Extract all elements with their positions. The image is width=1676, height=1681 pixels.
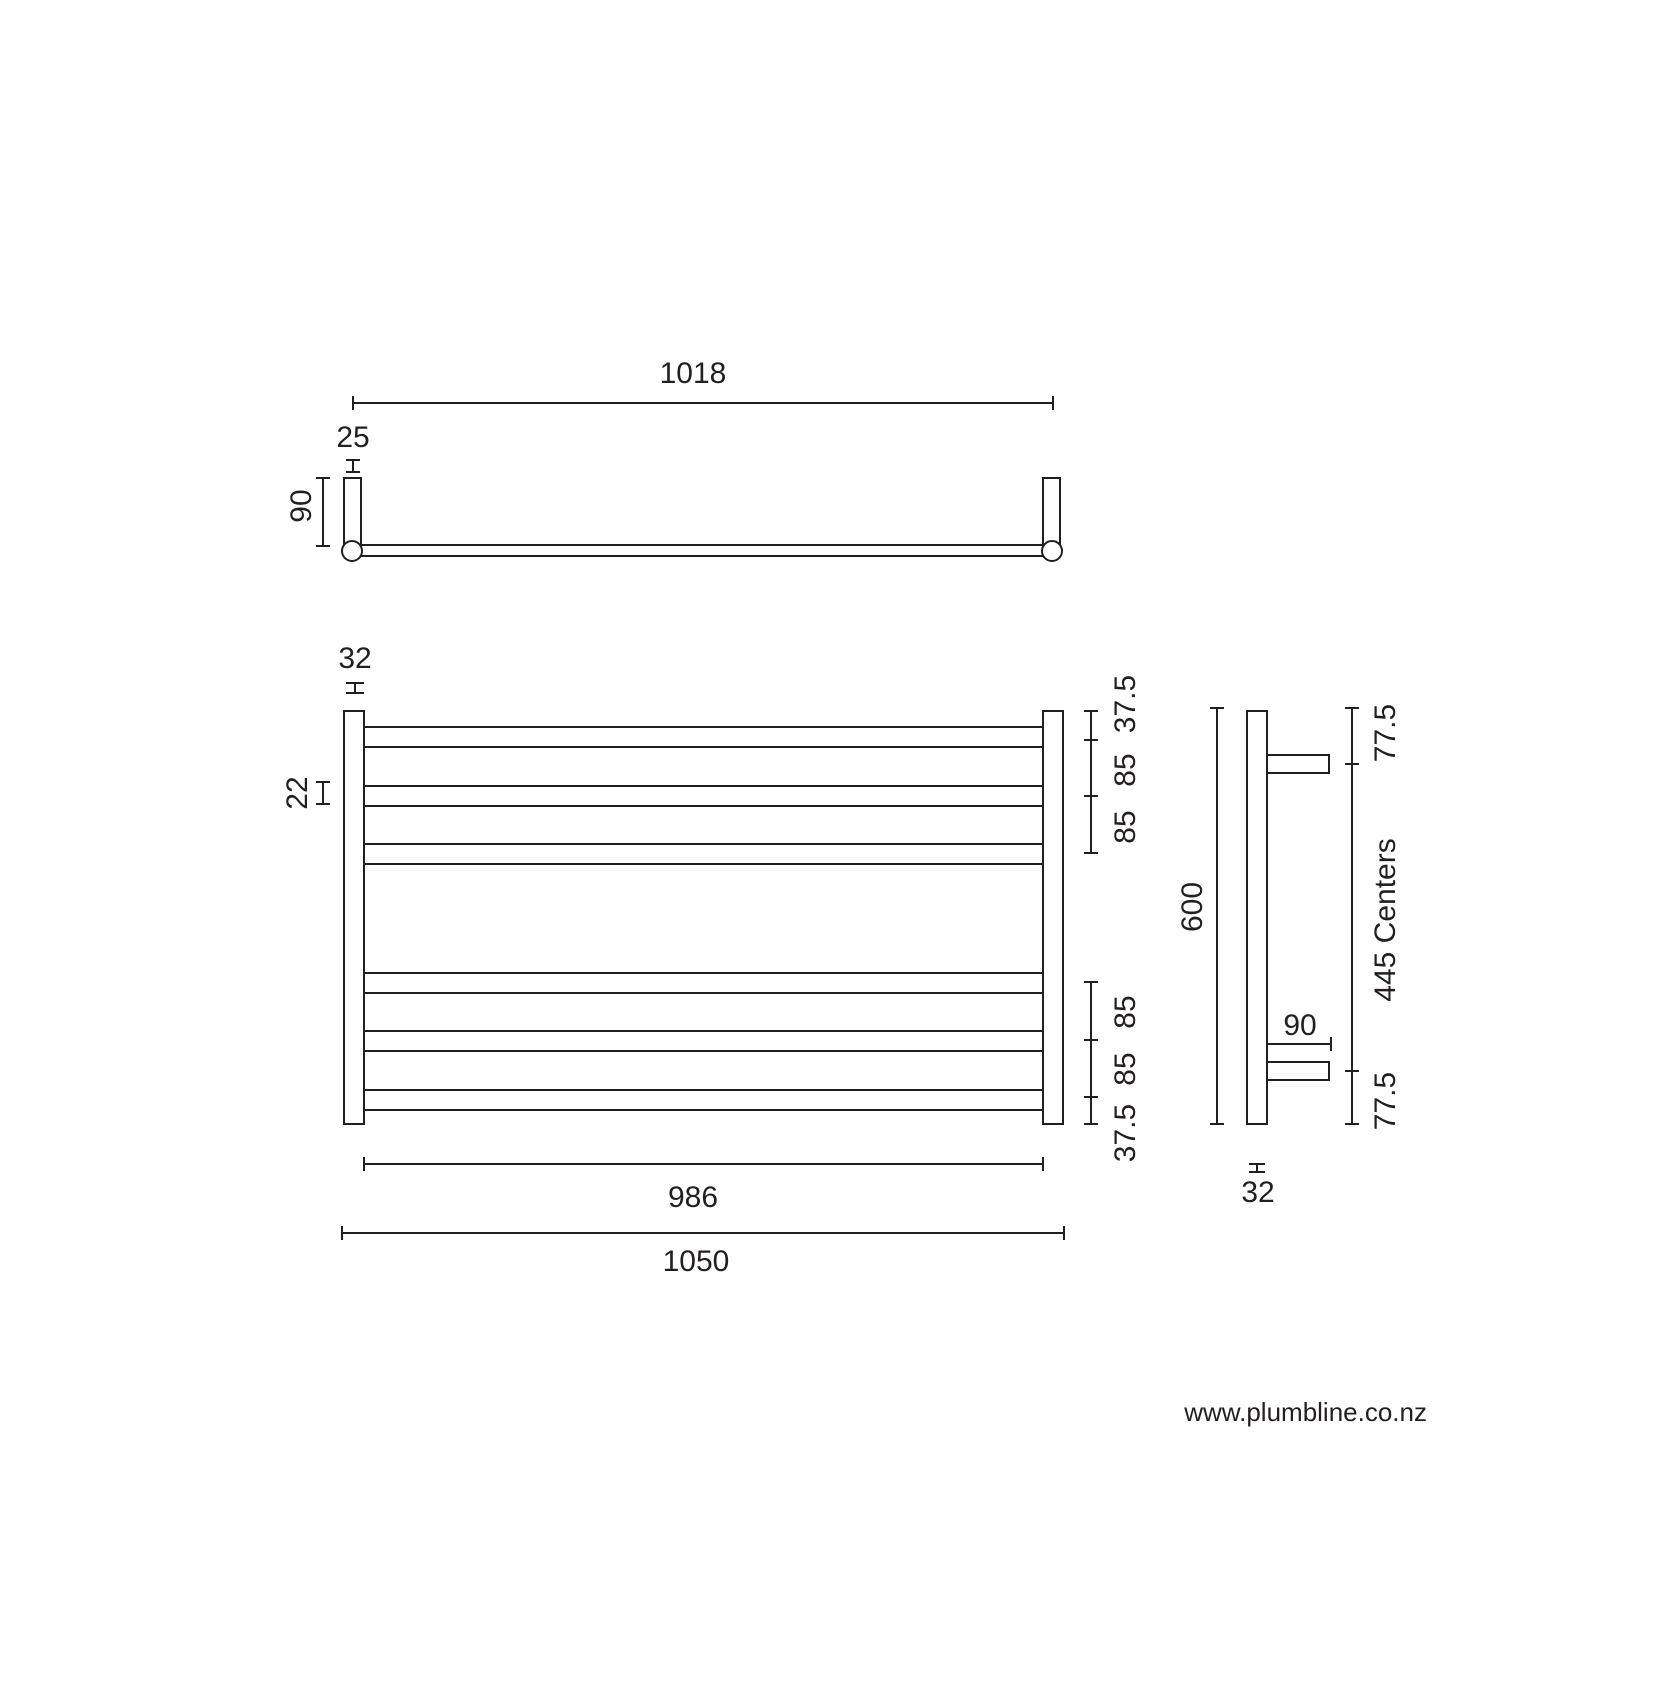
dim-inner-width [364,1157,1043,1214]
website-url: www.plumbline.co.nz [1184,1397,1427,1427]
front-right-post [1043,711,1063,1124]
dim-post-thickness [1241,1164,1274,1209]
front-bar-2 [364,786,1043,806]
top-rail [352,545,1052,556]
label-spacing-bottom-3: 37.5 [1109,1103,1142,1163]
side-post [1247,711,1267,1124]
label-overall-length: 1018 [659,357,727,390]
label-end-width: 25 [336,421,370,454]
label-post-thickness: 32 [1241,1176,1275,1209]
label-spacing-top-2: 85 [1109,753,1142,787]
label-spacing-top-3: 85 [1109,810,1142,844]
top-view [285,357,1062,561]
front-bar-3 [364,844,1043,864]
dim-spacing-bottom [1084,982,1142,1162]
label-bottom-offset: 77.5 [1369,1071,1402,1131]
label-height: 600 [1176,881,1209,933]
dim-spacing-top [1084,675,1142,853]
front-bar-1 [364,727,1043,747]
dim-overall-width [342,1226,1064,1278]
top-right-bracket [1043,478,1060,550]
dim-post-width [338,642,371,693]
label-centers: 445 Centers [1369,838,1402,1002]
dim-overall-length [353,357,1053,410]
front-bar-6 [364,1090,1043,1110]
label-overall-width: 1050 [662,1245,730,1278]
label-depth: 90 [285,489,318,523]
side-view [1176,704,1402,1209]
dim-bar-thickness [281,776,330,809]
side-bottom-bracket [1267,1062,1329,1080]
dim-mounting-centers [1345,704,1402,1130]
label-bar-thickness: 22 [281,776,314,810]
label-projection: 90 [1283,1009,1317,1042]
label-spacing-bottom-2: 85 [1109,1052,1142,1086]
dim-height [1176,708,1224,1124]
dim-end-width [336,421,369,472]
dim-depth [285,478,330,546]
label-spacing-bottom-1: 85 [1109,995,1142,1029]
top-left-bracket [344,478,361,550]
label-post-width: 32 [338,642,372,675]
top-left-end-cap [342,541,362,561]
dim-projection [1267,1009,1331,1051]
front-bar-4 [364,973,1043,993]
front-bar-5 [364,1031,1043,1051]
front-view [281,642,1142,1278]
label-inner-width: 986 [667,1181,719,1214]
top-right-end-cap [1042,541,1062,561]
label-top-offset: 77.5 [1369,703,1402,763]
side-top-bracket [1267,755,1329,773]
front-left-post [344,711,364,1124]
label-spacing-top-1: 37.5 [1109,674,1142,734]
